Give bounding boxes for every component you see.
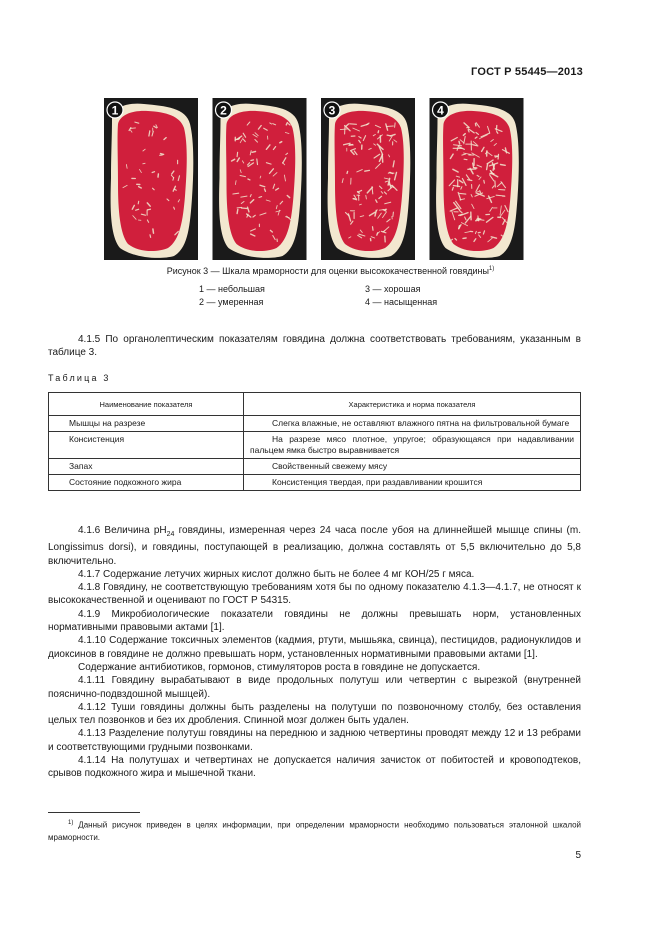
marbling-fleck (459, 141, 460, 144)
footnote-text: Данный рисунок приведен в целях информации, при определении мраморности необходимо пользоваться эталонной шкалой мраморности. (48, 820, 581, 842)
marbling-fleck (497, 132, 498, 134)
paragraph-4-1-10: 4.1.10 Содержание токсичных элементов (кадмия, ртути, мышьяка, свинца), пестицидов, радионуклидов и диоксинов в говядине не должно превышать норм, установленных нормативными правовыми актами [1]. (48, 635, 581, 660)
marbling-fleck (138, 201, 139, 204)
panel-number-badge (216, 102, 232, 118)
paragraph-4-1-12: 4.1.12 Туши говядины должны быть разделены на полутуши по позвоночному столбу, без оставления целых тел позвонков и без их дробления. Спинной мозг должен быть удален. (48, 701, 581, 727)
document-code: ГОСТ Р 55445—2013 (471, 66, 583, 78)
paragraph-4-1-5: 4.1.5 По органолептическим показателям говядина должна соответствовать требованиям, указанным в таблице 3. (48, 334, 581, 359)
figure-caption-text: Рисунок 3 — Шкала мраморности для оценки высококачественной говядины (166, 266, 489, 276)
marbling-fleck (475, 124, 476, 126)
marbling-fleck (349, 145, 353, 146)
paragraph-4-1-8: 4.1.8 Говядину, не соответствующую требованиям хотя бы по одному показателю 4.1.3—4.1.7, не относят к высококачественной и оценивают по ГОСТ Р 54315. (48, 582, 581, 607)
figure-caption (0, 266, 661, 276)
paragraph-4-1-6 (48, 524, 581, 568)
panel-number-badge (107, 102, 123, 118)
panel-number: 3 (328, 103, 336, 118)
marbling-fleck (476, 220, 479, 221)
legend-item-2: 2 — умеренная (199, 297, 264, 307)
marbling-fleck (460, 193, 466, 194)
marbling-fleck (153, 229, 154, 233)
legend-item-3: 3 — хорошая (365, 284, 421, 294)
panel-number-badge (433, 102, 449, 118)
marbling-panel-2 (213, 98, 307, 260)
page-number: 5 (575, 850, 581, 861)
marbling-panel-1 (104, 98, 198, 260)
panel-number: 1 (111, 103, 119, 118)
paragraph-4-1-6-rest: говядины, измеренная через 24 часа после убоя на длиннейшей мышце спины (m. Longissimus dorsi), и говядины, поступающей в реализацию, должна составлять от 5,5 включительно до 5,8 включительно. (48, 525, 581, 567)
footnote-mark: 1) (68, 820, 74, 826)
paragraph-4-1-13: 4.1.13 Разделение полутуш говядины на переднюю и заднюю четвертины проводят между 12 и 13 ребрами и соответствующими грудными позвонками. (48, 728, 581, 753)
table-cell-indicator: Запах (49, 459, 244, 475)
panel-number: 2 (220, 103, 227, 118)
marbling-fleck (174, 207, 175, 209)
organoleptic-table (48, 392, 581, 491)
panel-number-badge (324, 102, 340, 118)
column-header-indicator: Наименование показателя (49, 393, 244, 416)
marbling-fleck (464, 159, 467, 160)
table-row (49, 416, 581, 432)
paragraph-4-1-9: 4.1.9 Микробиологические показатели говядины не должны превышать норм, установленных нормативными правовыми актами [1]. (48, 608, 581, 634)
marbling-panels (104, 98, 524, 260)
marbling-fleck (373, 227, 374, 231)
table-cell-indicator: Мышцы на разрезе (49, 416, 244, 432)
table-cell-indicator: Консистенция (49, 432, 244, 459)
marbling-fleck (252, 152, 255, 153)
legend-item-4: 4 — насыщенная (365, 297, 438, 307)
footnote-divider (48, 812, 140, 813)
marbling-fleck (241, 208, 247, 209)
marbling-fleck (259, 197, 262, 198)
table-cell-characteristic: Свойственный свежему мясу (244, 459, 581, 475)
paragraph-4-1-11: 4.1.11 Говядину вырабатывают в виде продольных полутуш или четвертин с вырезкой (внутренней пояснично-подвздошной мышцей). (48, 675, 581, 700)
marbling-fleck (150, 235, 151, 238)
marbling-fleck (251, 160, 254, 161)
marbling-fleck (387, 135, 391, 136)
table-cell-characteristic: На разрезе мясо плотное, упругое; образующаяся при надавливании пальцем ямка быстро выравнивается (244, 432, 581, 459)
column-header-characteristic: Характеристика и норма показателя (244, 393, 581, 416)
figure-caption-note: 1) (488, 266, 495, 272)
marbling-fleck (152, 172, 154, 173)
marbling-panel-3 (321, 98, 415, 260)
marbling-fleck (237, 207, 242, 208)
marbling-fleck (366, 195, 367, 199)
marbling-fleck (248, 179, 250, 180)
marbling-fleck (393, 212, 394, 216)
table-cell-indicator: Состояние подкожного жира (49, 475, 244, 491)
table-cell-characteristic: Слегка влажные, не оставляют влажного пятна на фильтровальной бумаге (244, 416, 581, 432)
ph-subscript: 24 (166, 531, 175, 538)
marbling-fleck (473, 163, 474, 167)
marbling-fleck (386, 126, 393, 127)
marbling-fleck (347, 171, 348, 173)
marbling-fleck (395, 123, 396, 127)
muscle-eye (118, 111, 187, 251)
marbling-fleck (365, 170, 370, 171)
panel-number: 4 (437, 103, 444, 118)
marbling-fleck (382, 154, 383, 162)
marbling-scale-figure (104, 98, 524, 260)
footnote (48, 817, 581, 844)
body-text (48, 524, 581, 781)
marbling-fleck (147, 209, 150, 210)
marbling-fleck (143, 163, 145, 164)
marbling-panel-4 (430, 98, 524, 260)
marbling-fleck (161, 154, 164, 155)
table-row (49, 459, 581, 475)
marbling-fleck (280, 142, 282, 143)
marbling-fleck (237, 152, 238, 156)
table-row (49, 432, 581, 459)
marbling-fleck (378, 131, 379, 133)
paragraph-4-1-7: 4.1.7 Содержание летучих жирных кислот должно быть не более 4 мг КОН/25 г мяса. (78, 568, 475, 580)
marbling-fleck (237, 210, 238, 214)
table-header-row (49, 393, 581, 416)
marbling-fleck (501, 165, 506, 166)
marbling-fleck (484, 180, 485, 183)
paragraph-4-1-14: 4.1.14 На полутушах и четвертинах не допускается наличия зачисток от побитостей и кровоподтеков, срывов подкожного жира и мышечной ткани. (48, 755, 581, 780)
marbling-fleck (350, 124, 357, 125)
paragraph-4-1-6-start: 4.1.6 Величина pH (78, 525, 167, 536)
legend-item-1: 1 — небольшая (199, 284, 265, 294)
marbling-fleck (136, 209, 139, 210)
table-row (49, 475, 581, 491)
marbling-fleck (377, 233, 378, 235)
table-title: Таблица 3 (48, 373, 111, 383)
paragraph-antibiotics: Содержание антибиотиков, гормонов, стимуляторов роста в говядине не допускается. (78, 661, 481, 673)
marbling-fleck (257, 159, 258, 165)
table-cell-characteristic: Консистенция твердая, при раздавливании крошится (244, 475, 581, 491)
marbling-fleck (149, 131, 150, 136)
marbling-fleck (265, 189, 266, 191)
marbling-fleck (286, 123, 287, 125)
